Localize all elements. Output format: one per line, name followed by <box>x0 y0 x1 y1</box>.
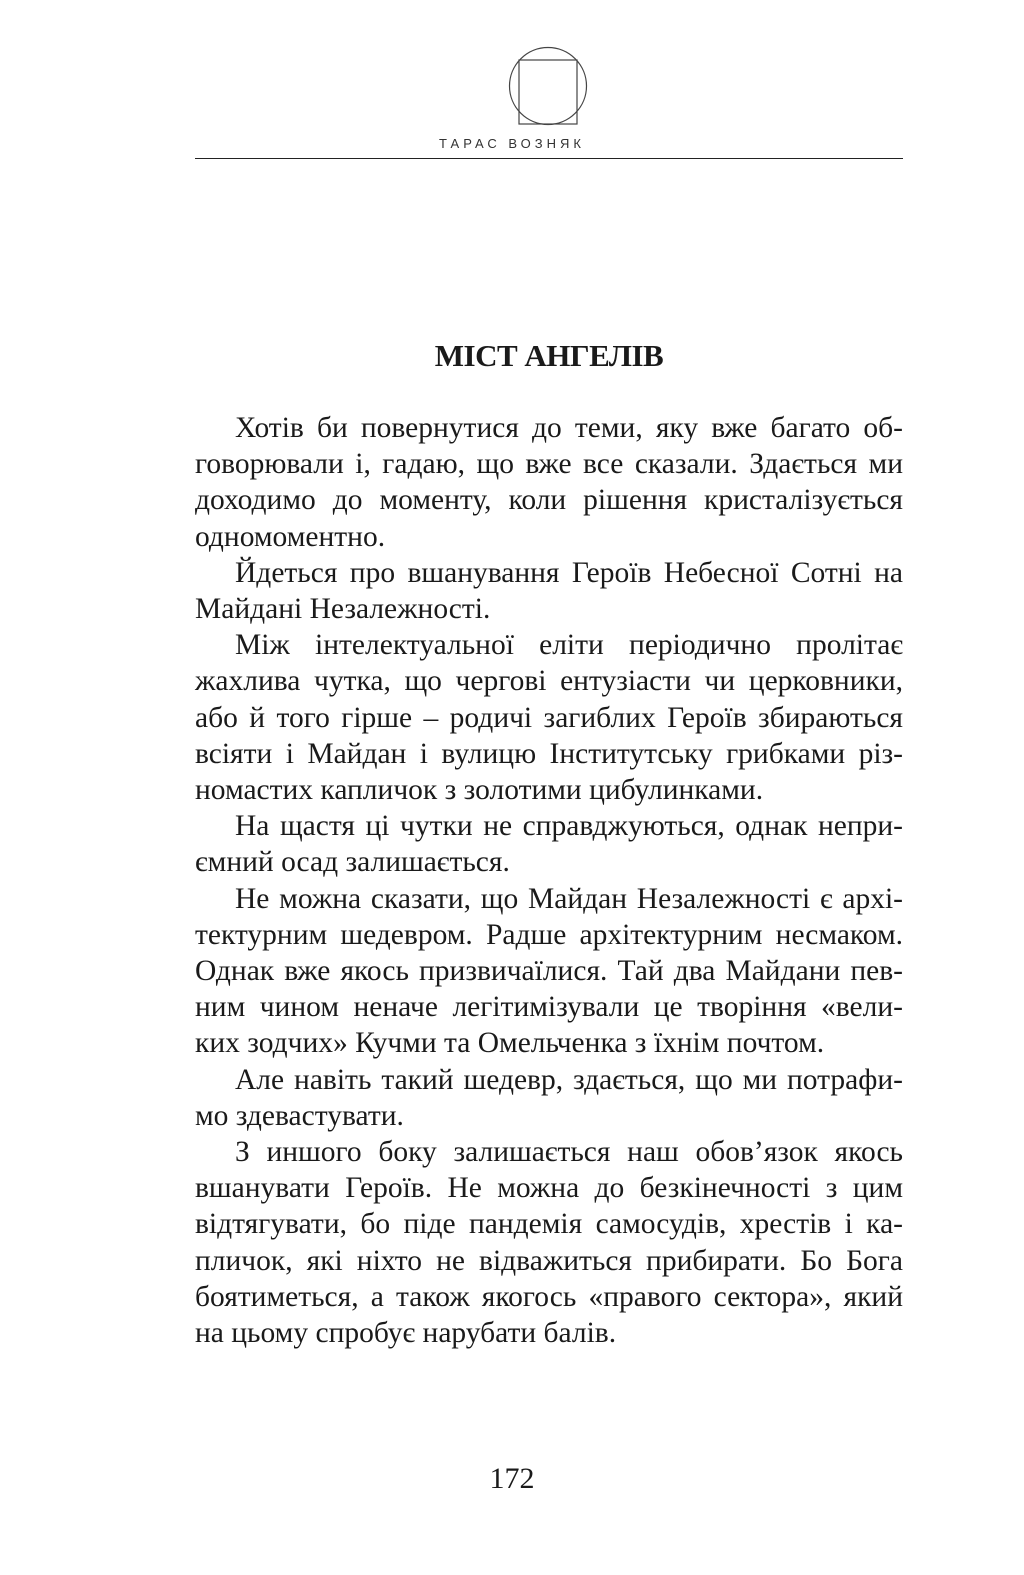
text-line: боятиметься, а також якогось «правого сектора», який <box>195 1280 903 1313</box>
text-line: відтягувати, бо піде пандемія самосудів, хрестів і ка- <box>195 1208 903 1241</box>
text-line: жахлива чутка, що чергові ентузіасти чи церковники, <box>195 665 903 698</box>
text-line: мо здевастувати. <box>195 1099 404 1132</box>
text-line: номастих капличок з золотими цибулинками. <box>195 774 764 807</box>
circle-square-icon <box>508 46 588 126</box>
text-line: ним чином неначе легітимізували це творіння «вели- <box>195 991 903 1024</box>
paragraph <box>195 627 903 808</box>
text-line: З иншого боку залишається наш обов’язок якось <box>235 1136 903 1169</box>
header-rule <box>195 158 903 159</box>
paragraph <box>195 1134 903 1351</box>
text-line: на цьому спробує нарубати балів. <box>195 1317 617 1350</box>
paragraph <box>195 881 903 1062</box>
paragraph <box>195 808 903 880</box>
text-line: тектурним шедевром. Радше архітектурним несмаком. <box>195 918 903 951</box>
text-line: На щастя ці чутки не справджуються, однак непри- <box>235 810 903 843</box>
text-line: Майдані Незалежності. <box>195 593 491 626</box>
paragraph <box>195 1062 903 1134</box>
paragraph <box>195 410 903 555</box>
text-line: Хотів би повернутися до теми, яку вже багато об- <box>235 412 903 444</box>
text-line: одномоментно. <box>195 520 386 553</box>
text-line: ємний осад залишається. <box>195 846 510 879</box>
text-line: ких зодчих» Кучми та Омельченка з їхнім почтом. <box>195 1027 825 1060</box>
text-line: Не можна сказати, що Майдан Незалежності є архі- <box>235 882 903 915</box>
text-line: пличок, які ніхто не відважиться прибирати. Бо Бога <box>195 1244 903 1277</box>
text-line: доходимо до моменту, коли рішення кристалізується <box>195 484 903 517</box>
text-line: Але навіть такий шедевр, здається, що ми потрафи- <box>235 1063 903 1096</box>
text-line: Однак вже якось призвичаїлися. Тай два Майдани пев- <box>195 955 903 988</box>
paragraph <box>195 555 903 627</box>
running-header-author: ТАРАС ВОЗНЯК <box>439 136 585 151</box>
text-line: вшанувати Героїв. Не можна до безкінечності з цим <box>195 1172 903 1205</box>
text-line: всіяти і Майдан і вулицю Інститутську грибками різ- <box>195 737 903 770</box>
article-body <box>195 410 903 1351</box>
text-line: Між інтелектуальної еліти періодично пролітає <box>235 629 903 662</box>
text-line: говорювали і, гадаю, що вже все сказали. Здається ми <box>195 448 903 481</box>
text-line: Йдеться про вшанування Героїв Небесної Сотні на <box>235 556 903 589</box>
page-number: 172 <box>489 1462 535 1495</box>
text-line: або й того гірше – родичі загиблих Героїв збираються <box>195 701 903 734</box>
article-title: МІСТ АНГЕЛІВ <box>434 338 664 373</box>
